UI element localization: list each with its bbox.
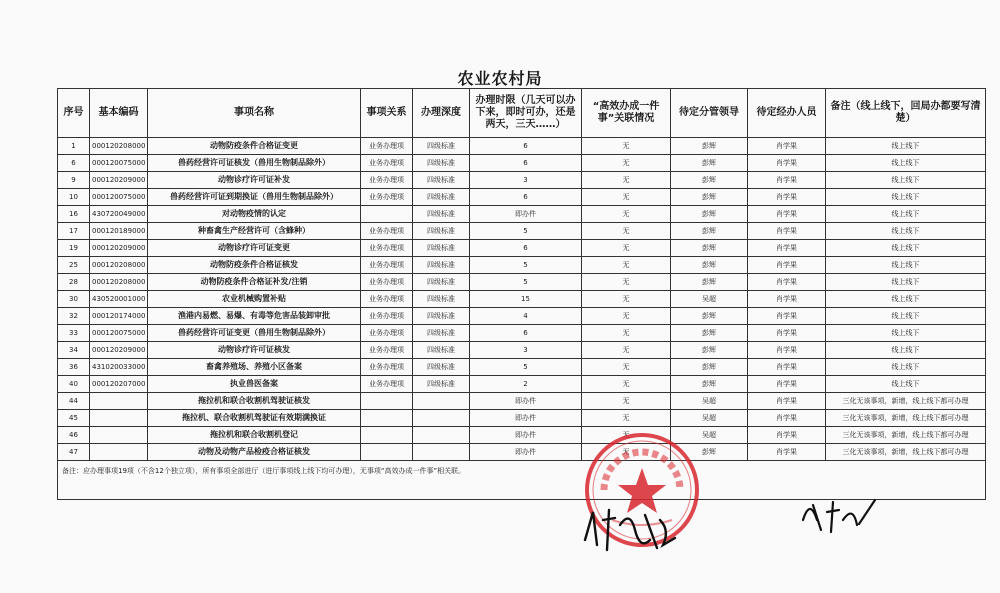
cell-depth: 四级标准 bbox=[413, 325, 470, 342]
col-header-time-limit: 办理时限（几天可以办下来，即时可办，还是两天，三天……） bbox=[470, 89, 582, 138]
cell-remarks: 线上线下 bbox=[826, 274, 986, 291]
cell-depth: 四级标准 bbox=[413, 308, 470, 325]
cell-remarks: 线上线下 bbox=[826, 172, 986, 189]
cell-remarks: 线上线下 bbox=[826, 359, 986, 376]
table-row bbox=[58, 291, 986, 308]
header-row bbox=[58, 89, 986, 138]
table-row bbox=[58, 376, 986, 393]
cell-handler: 肖学果 bbox=[748, 223, 826, 240]
cell-code bbox=[90, 393, 148, 410]
cell-remarks: 线上线下 bbox=[826, 223, 986, 240]
cell-name: 动物防疫条件合格证变更 bbox=[148, 138, 361, 155]
cell-depth bbox=[413, 444, 470, 461]
cell-relation: 业务办理项 bbox=[361, 274, 413, 291]
cell-handler: 肖学果 bbox=[748, 325, 826, 342]
cell-leader: 彭辉 bbox=[671, 325, 748, 342]
cell-time-limit: 3 bbox=[470, 172, 582, 189]
cell-seq: 34 bbox=[58, 342, 90, 359]
cell-code bbox=[90, 410, 148, 427]
cell-remarks: 线上线下 bbox=[826, 325, 986, 342]
footer-note: 备注：应办理事项19项（不含12个独立项），所有事项全部进厅（进厅事项线上线下均可办理），无事项“高效办成一件事”相关联。 bbox=[62, 467, 466, 475]
cell-depth bbox=[413, 410, 470, 427]
cell-depth: 四级标准 bbox=[413, 138, 470, 155]
cell-leader: 彭辉 bbox=[671, 189, 748, 206]
cell-remarks: 线上线下 bbox=[826, 376, 986, 393]
cell-remarks: 三化无该事项，新增，线上线下都可办理 bbox=[826, 427, 986, 444]
handwritten-signature-1 bbox=[575, 500, 685, 560]
col-header-remarks: 备注（线上线下，回局办都要写清楚） bbox=[826, 89, 986, 138]
cell-depth: 四级标准 bbox=[413, 291, 470, 308]
cell-seq: 30 bbox=[58, 291, 90, 308]
cell-linked: 无 bbox=[582, 291, 671, 308]
cell-linked: 无 bbox=[582, 240, 671, 257]
cell-relation: 业务办理项 bbox=[361, 291, 413, 308]
cell-handler: 肖学果 bbox=[748, 206, 826, 223]
cell-remarks: 线上线下 bbox=[826, 138, 986, 155]
cell-linked: 无 bbox=[582, 308, 671, 325]
col-header-relation: 事项关系 bbox=[361, 89, 413, 138]
cell-seq: 36 bbox=[58, 359, 90, 376]
cell-relation: 业务办理项 bbox=[361, 308, 413, 325]
cell-handler: 肖学果 bbox=[748, 308, 826, 325]
cell-remarks: 三化无该事项，新增，线上线下都可办理 bbox=[826, 410, 986, 427]
cell-linked: 无 bbox=[582, 325, 671, 342]
cell-linked: 无 bbox=[582, 206, 671, 223]
cell-leader: 彭辉 bbox=[671, 206, 748, 223]
table-row bbox=[58, 223, 986, 240]
cell-handler: 肖学果 bbox=[748, 189, 826, 206]
cell-time-limit: 即办件 bbox=[470, 444, 582, 461]
cell-code: 430520001000 bbox=[90, 291, 148, 308]
cell-relation bbox=[361, 393, 413, 410]
cell-time-limit: 即办件 bbox=[470, 206, 582, 223]
table-row bbox=[58, 257, 986, 274]
cell-code bbox=[90, 427, 148, 444]
cell-depth: 四级标准 bbox=[413, 342, 470, 359]
cell-code: 000120075000 bbox=[90, 189, 148, 206]
table-row bbox=[58, 444, 986, 461]
handwritten-signature-2 bbox=[795, 490, 885, 540]
table-row bbox=[58, 138, 986, 155]
cell-relation: 业务办理项 bbox=[361, 223, 413, 240]
cell-code: 000120209000 bbox=[90, 342, 148, 359]
cell-relation: 业务办理项 bbox=[361, 359, 413, 376]
cell-depth: 四级标准 bbox=[413, 359, 470, 376]
cell-leader: 吴超 bbox=[671, 427, 748, 444]
table-row bbox=[58, 325, 986, 342]
cell-handler: 肖学果 bbox=[748, 138, 826, 155]
cell-time-limit: 即办件 bbox=[470, 410, 582, 427]
cell-name: 动物诊疗许可证变更 bbox=[148, 240, 361, 257]
cell-time-limit: 6 bbox=[470, 155, 582, 172]
cell-leader: 吴超 bbox=[671, 393, 748, 410]
cell-name: 执业兽医备案 bbox=[148, 376, 361, 393]
cell-linked: 无 bbox=[582, 172, 671, 189]
cell-leader: 彭辉 bbox=[671, 308, 748, 325]
table-row bbox=[58, 410, 986, 427]
cell-leader: 彭辉 bbox=[671, 342, 748, 359]
document-title: 农业农村局 bbox=[457, 69, 543, 88]
cell-code: 430720049000 bbox=[90, 206, 148, 223]
cell-handler: 肖学果 bbox=[748, 172, 826, 189]
cell-code: 431020033000 bbox=[90, 359, 148, 376]
cell-seq: 10 bbox=[58, 189, 90, 206]
table-row bbox=[58, 172, 986, 189]
cell-handler: 肖学果 bbox=[748, 427, 826, 444]
cell-code: 000120075000 bbox=[90, 325, 148, 342]
cell-leader: 吴超 bbox=[671, 291, 748, 308]
cell-code: 000120189000 bbox=[90, 223, 148, 240]
cell-name: 畜禽养殖场、养殖小区备案 bbox=[148, 359, 361, 376]
cell-time-limit: 2 bbox=[470, 376, 582, 393]
col-header-depth: 办理深度 bbox=[413, 89, 470, 138]
cell-relation: 业务办理项 bbox=[361, 342, 413, 359]
cell-leader: 彭辉 bbox=[671, 138, 748, 155]
cell-name: 动物诊疗许可证核发 bbox=[148, 342, 361, 359]
cell-linked: 无 bbox=[582, 274, 671, 291]
cell-seq: 47 bbox=[58, 444, 90, 461]
cell-leader: 彭辉 bbox=[671, 223, 748, 240]
cell-relation: 业务办理项 bbox=[361, 325, 413, 342]
cell-code: 000120209000 bbox=[90, 172, 148, 189]
col-header-handler: 待定经办人员 bbox=[748, 89, 826, 138]
cell-linked: 无 bbox=[582, 155, 671, 172]
cell-depth: 四级标准 bbox=[413, 189, 470, 206]
cell-handler: 肖学果 bbox=[748, 274, 826, 291]
cell-code bbox=[90, 444, 148, 461]
cell-name: 动物防疫条件合格证补发/注销 bbox=[148, 274, 361, 291]
cell-relation: 业务办理项 bbox=[361, 240, 413, 257]
cell-time-limit: 即办件 bbox=[470, 393, 582, 410]
cell-name: 拖拉机和联合收割机登记 bbox=[148, 427, 361, 444]
table-row bbox=[58, 274, 986, 291]
cell-time-limit: 15 bbox=[470, 291, 582, 308]
cell-seq: 6 bbox=[58, 155, 90, 172]
cell-depth: 四级标准 bbox=[413, 172, 470, 189]
cell-handler: 肖学果 bbox=[748, 257, 826, 274]
cell-time-limit: 6 bbox=[470, 240, 582, 257]
cell-leader: 彭辉 bbox=[671, 257, 748, 274]
table-row bbox=[58, 393, 986, 410]
cell-code: 000120208000 bbox=[90, 138, 148, 155]
matters-table bbox=[57, 88, 986, 500]
cell-time-limit: 6 bbox=[470, 138, 582, 155]
cell-remarks: 线上线下 bbox=[826, 308, 986, 325]
cell-relation bbox=[361, 444, 413, 461]
cell-name: 兽药经营许可证到期换证（兽用生物制品除外） bbox=[148, 189, 361, 206]
cell-relation: 业务办理项 bbox=[361, 172, 413, 189]
cell-depth bbox=[413, 427, 470, 444]
cell-code: 000120075000 bbox=[90, 155, 148, 172]
cell-name: 种畜禽生产经营许可（含蜂种） bbox=[148, 223, 361, 240]
cell-seq: 25 bbox=[58, 257, 90, 274]
cell-linked: 无 bbox=[582, 138, 671, 155]
cell-seq: 46 bbox=[58, 427, 90, 444]
cell-leader: 彭辉 bbox=[671, 155, 748, 172]
cell-leader: 彭辉 bbox=[671, 172, 748, 189]
cell-leader: 吴超 bbox=[671, 410, 748, 427]
cell-leader: 彭辉 bbox=[671, 359, 748, 376]
col-header-linked: “高效办成一件事”关联情况 bbox=[582, 89, 671, 138]
table-row bbox=[58, 359, 986, 376]
cell-linked: 无 bbox=[582, 257, 671, 274]
cell-time-limit: 即办件 bbox=[470, 427, 582, 444]
cell-time-limit: 5 bbox=[470, 223, 582, 240]
cell-seq: 19 bbox=[58, 240, 90, 257]
cell-depth: 四级标准 bbox=[413, 376, 470, 393]
cell-name: 拖拉机、联合收割机驾驶证有效期满换证 bbox=[148, 410, 361, 427]
cell-leader: 彭辉 bbox=[671, 240, 748, 257]
cell-seq: 16 bbox=[58, 206, 90, 223]
table-row bbox=[58, 240, 986, 257]
cell-remarks: 线上线下 bbox=[826, 291, 986, 308]
cell-handler: 肖学果 bbox=[748, 155, 826, 172]
cell-relation bbox=[361, 427, 413, 444]
table-row bbox=[58, 427, 986, 444]
cell-relation: 业务办理项 bbox=[361, 138, 413, 155]
cell-time-limit: 5 bbox=[470, 359, 582, 376]
cell-relation: 业务办理项 bbox=[361, 257, 413, 274]
cell-handler: 肖学果 bbox=[748, 240, 826, 257]
cell-name: 兽药经营许可证变更（兽用生物制品除外） bbox=[148, 325, 361, 342]
cell-name: 农业机械购置补贴 bbox=[148, 291, 361, 308]
table-row bbox=[58, 206, 986, 223]
cell-relation bbox=[361, 410, 413, 427]
cell-depth: 四级标准 bbox=[413, 257, 470, 274]
cell-linked: 无 bbox=[582, 376, 671, 393]
cell-relation bbox=[361, 206, 413, 223]
cell-remarks: 线上线下 bbox=[826, 342, 986, 359]
cell-handler: 肖学果 bbox=[748, 291, 826, 308]
cell-handler: 肖学果 bbox=[748, 410, 826, 427]
cell-depth: 四级标准 bbox=[413, 240, 470, 257]
cell-seq: 1 bbox=[58, 138, 90, 155]
col-header-code: 基本编码 bbox=[90, 89, 148, 138]
cell-name: 动物防疫条件合格证核发 bbox=[148, 257, 361, 274]
cell-code: 000120208000 bbox=[90, 274, 148, 291]
cell-depth: 四级标准 bbox=[413, 155, 470, 172]
cell-handler: 肖学果 bbox=[748, 359, 826, 376]
cell-linked: 无 bbox=[582, 223, 671, 240]
cell-leader: 彭辉 bbox=[671, 274, 748, 291]
cell-code: 000120174000 bbox=[90, 308, 148, 325]
table-row bbox=[58, 155, 986, 172]
cell-depth bbox=[413, 393, 470, 410]
cell-seq: 32 bbox=[58, 308, 90, 325]
cell-relation: 业务办理项 bbox=[361, 189, 413, 206]
cell-handler: 肖学果 bbox=[748, 342, 826, 359]
col-header-name: 事项名称 bbox=[148, 89, 361, 138]
table-row bbox=[58, 189, 986, 206]
table-row bbox=[58, 342, 986, 359]
cell-remarks: 三化无该事项，新增，线上线下都可办理 bbox=[826, 444, 986, 461]
cell-time-limit: 4 bbox=[470, 308, 582, 325]
cell-remarks: 线上线下 bbox=[826, 257, 986, 274]
cell-seq: 33 bbox=[58, 325, 90, 342]
cell-time-limit: 6 bbox=[470, 189, 582, 206]
cell-code: 000120209000 bbox=[90, 240, 148, 257]
cell-linked: 无 bbox=[582, 444, 671, 461]
cell-leader: 彭辉 bbox=[671, 376, 748, 393]
cell-remarks: 线上线下 bbox=[826, 240, 986, 257]
cell-seq: 9 bbox=[58, 172, 90, 189]
cell-name: 兽药经营许可证核发（兽用生物制品除外） bbox=[148, 155, 361, 172]
cell-handler: 肖学果 bbox=[748, 393, 826, 410]
cell-name: 渔港内易燃、易爆、有毒等危害品装卸审批 bbox=[148, 308, 361, 325]
cell-linked: 无 bbox=[582, 427, 671, 444]
cell-seq: 28 bbox=[58, 274, 90, 291]
cell-handler: 肖学果 bbox=[748, 376, 826, 393]
cell-code: 000120208000 bbox=[90, 257, 148, 274]
cell-linked: 无 bbox=[582, 410, 671, 427]
cell-relation: 业务办理项 bbox=[361, 376, 413, 393]
cell-time-limit: 5 bbox=[470, 274, 582, 291]
cell-seq: 40 bbox=[58, 376, 90, 393]
cell-code: 000120207000 bbox=[90, 376, 148, 393]
cell-name: 对动物疫情的认定 bbox=[148, 206, 361, 223]
cell-linked: 无 bbox=[582, 359, 671, 376]
cell-name: 拖拉机和联合收割机驾驶证核发 bbox=[148, 393, 361, 410]
cell-handler: 肖学果 bbox=[748, 444, 826, 461]
cell-remarks: 线上线下 bbox=[826, 155, 986, 172]
table-row bbox=[58, 308, 986, 325]
cell-depth: 四级标准 bbox=[413, 274, 470, 291]
cell-remarks: 线上线下 bbox=[826, 189, 986, 206]
cell-seq: 45 bbox=[58, 410, 90, 427]
cell-time-limit: 6 bbox=[470, 325, 582, 342]
cell-depth: 四级标准 bbox=[413, 206, 470, 223]
col-header-leader: 待定分管领导 bbox=[671, 89, 748, 138]
cell-linked: 无 bbox=[582, 342, 671, 359]
cell-name: 动物及动物产品检疫合格证核发 bbox=[148, 444, 361, 461]
cell-linked: 无 bbox=[582, 393, 671, 410]
cell-remarks: 线上线下 bbox=[826, 206, 986, 223]
cell-time-limit: 5 bbox=[470, 257, 582, 274]
cell-seq: 17 bbox=[58, 223, 90, 240]
cell-name: 动物诊疗许可证补发 bbox=[148, 172, 361, 189]
cell-linked: 无 bbox=[582, 189, 671, 206]
col-header-seq: 序号 bbox=[58, 89, 90, 138]
cell-time-limit: 3 bbox=[470, 342, 582, 359]
cell-relation: 业务办理项 bbox=[361, 155, 413, 172]
cell-seq: 44 bbox=[58, 393, 90, 410]
cell-depth: 四级标准 bbox=[413, 223, 470, 240]
cell-leader: 彭辉 bbox=[671, 444, 748, 461]
cell-remarks: 三化无该事项，新增，线上线下都可办理 bbox=[826, 393, 986, 410]
